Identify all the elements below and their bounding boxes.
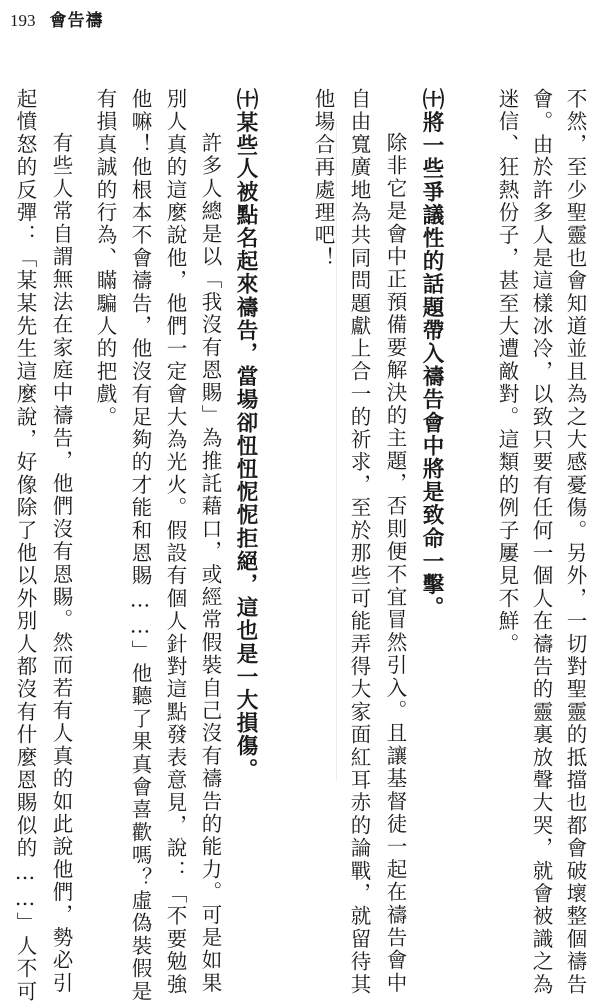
text-column: 有損真誠的行為、瞞騙人的把戲。 [93,88,117,429]
text-column: 除非它是會中正預備要解決的主題，否則便不宜冒然引入。且讓基督徒一起在禱告會中 [383,132,407,995]
text-column: 起憤怒的反彈：「某某先生這麼說，好像除了他以外別人都沒有什麼恩賜似的……」人不可 [13,88,37,1003]
text-column: 有些人常自謂無法在家庭中禱告，他們沒有恩賜。然而若有人真的如此說他們，勢必引 [49,132,73,995]
text-column: 他嘛！他根本不會禱告，他沒有足夠的才能和恩賜……」他聽了果真會喜歡嗎？虛偽裝假是 [128,88,152,1003]
text-column: 迷信、狂熱份子，甚至大遭敵對。這類的例子屢見不鮮。 [495,88,519,656]
text-column: 會。由於許多人是這樣冰冷，以致只要有任何一個人在禱告的靈裏放聲大哭，就會被識之為 [529,88,553,996]
page-number: 193 [10,11,36,30]
book-title: 會告禱 [49,11,104,31]
section-heading-11: ㈩某些人被點名起來禱告，當場卻忸忸怩怩拒絕，這也是一大損傷。 [233,88,258,781]
text-column: 自由寬廣地為共同問題獻上合一的祈求，至於那些可能弄得大家面紅耳赤的論戰，就留待其 [347,88,371,996]
text-column: 許多人總是以「我沒有恩賜」為推託藉口，或經常假裝自己沒有禱告的能力。可是如果 [198,132,222,995]
text-column: 不然，至少聖靈也會知道並且為之大感憂傷。另外，一切對聖靈的抵擋也都會破壞整個禱告 [563,88,587,996]
text-column: 他場合再處理吧！ [311,88,335,270]
text-column: 別人真的這麼說他，他們一定會大為光火。假設有個人針對這點發表意見，說：「不要勉強 [163,88,187,996]
running-header [10,6,104,30]
section-heading-10: ㈩將一些爭議性的話題帶入禱告會中將是致命一擊。 [419,88,444,620]
